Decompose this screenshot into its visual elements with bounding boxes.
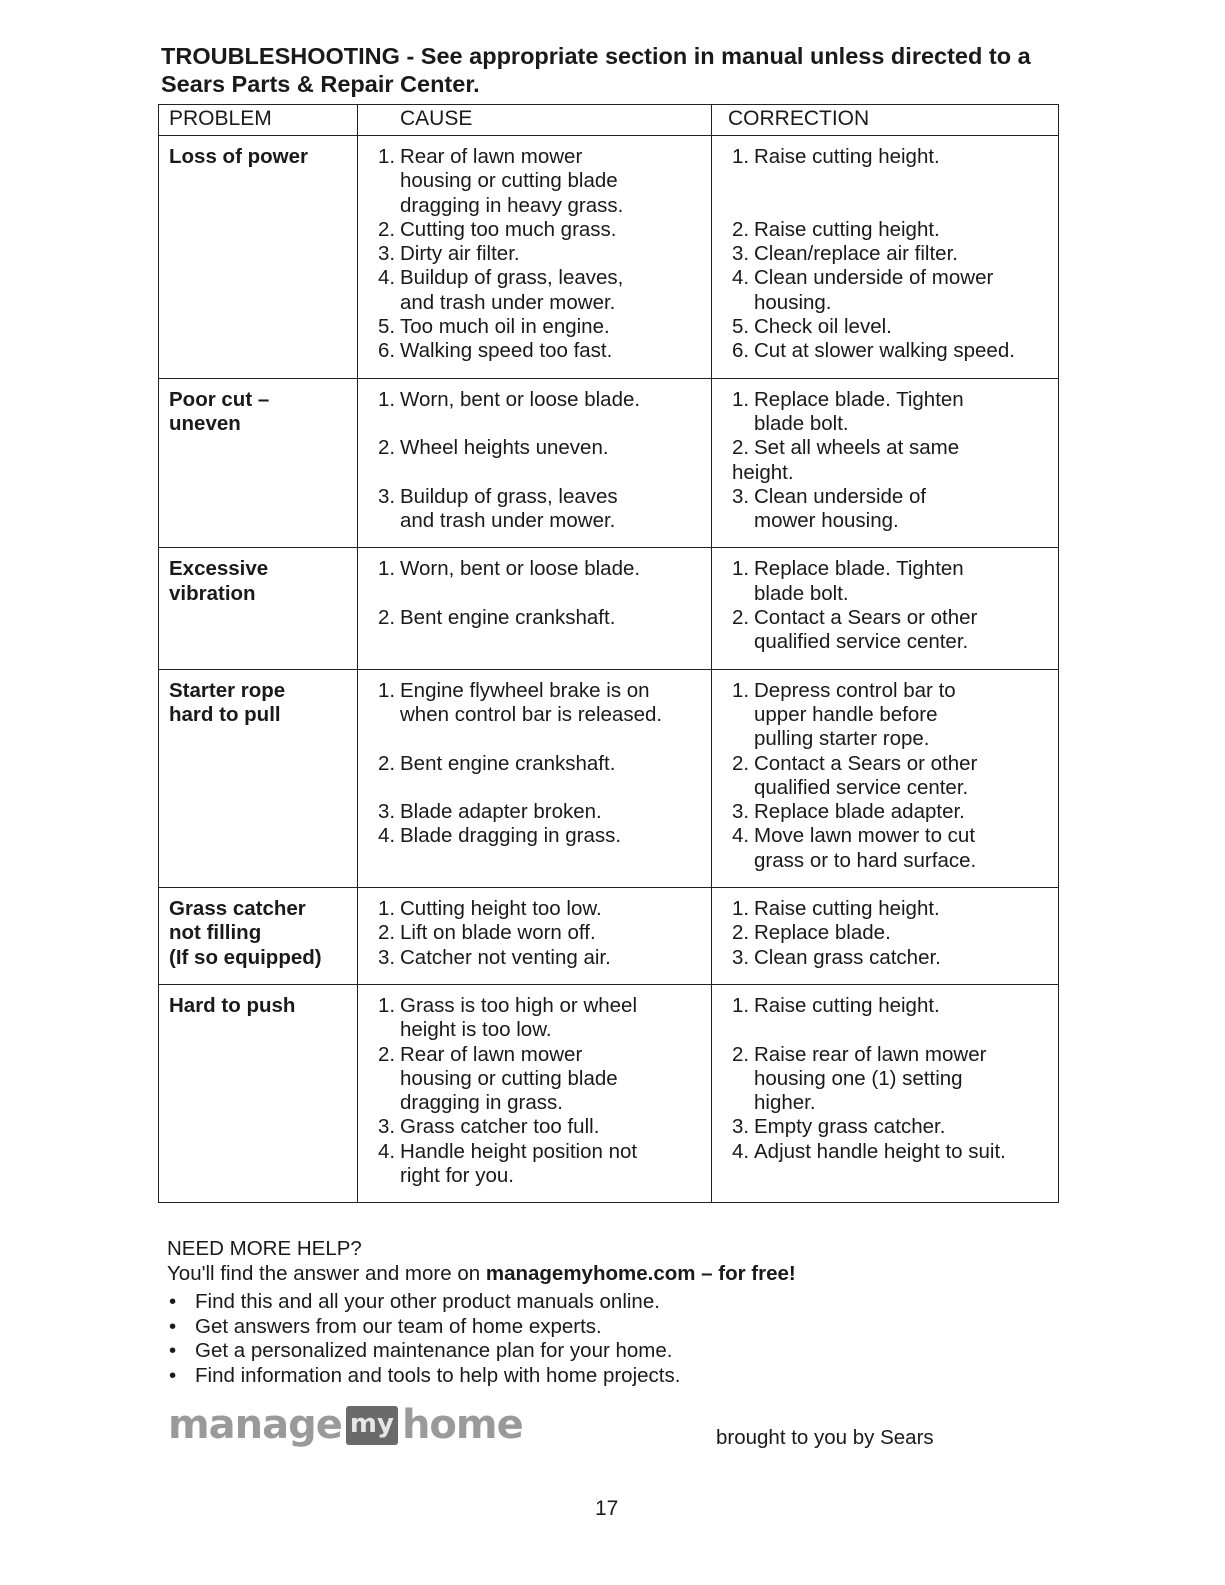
correction-line <box>722 849 1054 873</box>
correction-line <box>722 946 1054 970</box>
list-item <box>167 1339 796 1364</box>
item-text: blade bolt. <box>754 581 849 605</box>
cause-list <box>368 388 707 534</box>
item-text: Worn, bent or loose blade. <box>400 557 641 581</box>
cause-line <box>368 557 707 581</box>
item-number: 2. <box>378 217 396 241</box>
item-number: 3. <box>378 242 396 266</box>
cause-line <box>368 897 707 921</box>
problem-line: Hard to push <box>169 993 296 1017</box>
problem-line: (If so equipped) <box>169 945 322 969</box>
item-number: 1. <box>732 897 750 921</box>
item-number: 3. <box>378 484 396 508</box>
problem-cell <box>159 984 358 1202</box>
item-number: 2. <box>732 436 750 460</box>
bullet-icon: • <box>169 1290 177 1313</box>
blank-line <box>368 412 707 436</box>
item-text: Raise cutting height. <box>754 897 940 921</box>
item-number: 2. <box>378 1042 396 1066</box>
cause-cell <box>358 984 712 1202</box>
list-item <box>167 1364 796 1389</box>
problem-cell <box>159 378 358 548</box>
item-number: 1. <box>378 897 396 921</box>
problem-cell <box>159 548 358 669</box>
correction-line <box>722 509 1054 533</box>
item-text: right for you. <box>400 1163 514 1187</box>
table-row <box>159 378 1059 548</box>
item-text: Empty grass catcher. <box>754 1115 946 1139</box>
correction-line <box>722 897 1054 921</box>
item-text: Raise cutting height. <box>754 993 940 1017</box>
cause-cell <box>358 888 712 985</box>
problem-cell <box>159 888 358 985</box>
item-text: Grass is too high or wheel <box>400 993 638 1017</box>
cause-list <box>368 145 707 364</box>
item-number: 4. <box>378 824 396 848</box>
correction-list <box>722 557 1054 654</box>
cause-line <box>368 291 707 315</box>
problem-line: not filling <box>169 921 262 945</box>
correction-line <box>722 800 1054 824</box>
managemyhome-logo <box>168 1402 523 1448</box>
item-text: Handle height position not <box>400 1139 638 1163</box>
help-intro-text: You'll find the answer and more on <box>167 1261 486 1285</box>
managemyhome-link[interactable]: managemyhome.com – for free! <box>485 1261 796 1285</box>
item-text: higher. <box>754 1091 816 1115</box>
correction-line <box>722 606 1054 630</box>
table-row <box>159 888 1059 985</box>
cause-line <box>368 242 707 266</box>
page-title: TROUBLESHOOTING - See appropriate section in manual unless directed to a Sears Parts & Repair Center. <box>161 43 1031 97</box>
item-text: Raise rear of lawn mower <box>754 1042 987 1066</box>
correction-list <box>722 897 1054 970</box>
cause-line <box>368 994 707 1018</box>
correction-line <box>722 145 1054 169</box>
item-text: Dirty air filter. <box>400 242 520 266</box>
correction-line <box>722 485 1054 509</box>
item-text: Move lawn mower to cut <box>754 824 976 848</box>
item-text: grass or to hard surface. <box>754 848 977 872</box>
table-body <box>159 136 1059 1203</box>
cause-list <box>368 679 707 849</box>
cause-list <box>368 557 707 630</box>
correction-line <box>722 752 1054 776</box>
item-text: dragging in heavy grass. <box>400 193 624 217</box>
table-row <box>159 669 1059 887</box>
item-number: 2. <box>732 921 750 945</box>
item-text: housing. <box>754 290 832 314</box>
list-item <box>167 1290 796 1315</box>
item-number: 4. <box>732 824 750 848</box>
cause-line <box>368 339 707 363</box>
item-number: 3. <box>732 800 750 824</box>
item-number: 1. <box>378 678 396 702</box>
need-more-help-section <box>167 1237 796 1388</box>
item-text: Raise cutting height. <box>754 217 940 241</box>
item-text: Contact a Sears or other <box>754 606 978 630</box>
header-cause: CAUSE <box>358 105 712 136</box>
header-problem: PROBLEM <box>159 105 358 136</box>
cause-line <box>368 1164 707 1188</box>
list-item <box>167 1315 796 1340</box>
item-number: 1. <box>378 993 396 1017</box>
item-text: when control bar is released. <box>400 702 663 726</box>
bullet-text: Find this and all your other product manuals online. <box>195 1290 660 1313</box>
cause-line <box>368 485 707 509</box>
cause-cell <box>358 136 712 379</box>
cause-line <box>368 1043 707 1067</box>
problem-line: Starter rope <box>169 678 286 702</box>
bullet-icon: • <box>169 1363 177 1387</box>
table-row <box>159 136 1059 379</box>
item-number: 2. <box>732 606 750 630</box>
problem-cell <box>159 136 358 379</box>
item-text: qualified service center. <box>754 630 969 654</box>
blank-line <box>722 1018 1054 1042</box>
header-correction: CORRECTION <box>712 105 1059 136</box>
item-number: 4. <box>732 1139 750 1163</box>
blank-line <box>722 169 1054 193</box>
problem-cell <box>159 669 358 887</box>
correction-line <box>722 1043 1054 1067</box>
bullet-icon: • <box>169 1314 177 1338</box>
problem-line: Poor cut – <box>169 387 270 411</box>
correction-line <box>722 388 1054 412</box>
item-number: 3. <box>732 945 750 969</box>
bullet-text: Get a personalized maintenance plan for your home. <box>195 1339 673 1362</box>
logo-manage: manage <box>168 1402 342 1448</box>
item-text: and trash under mower. <box>400 509 616 533</box>
cause-list <box>368 994 707 1188</box>
item-number: 3. <box>732 484 750 508</box>
cause-line <box>368 752 707 776</box>
item-number: 6. <box>732 339 750 363</box>
item-text: Bent engine crankshaft. <box>400 606 616 630</box>
item-text: pulling starter rope. <box>754 727 930 751</box>
item-number: 4. <box>378 266 396 290</box>
item-number: 3. <box>732 1115 750 1139</box>
item-text: Buildup of grass, leaves, <box>400 266 624 290</box>
blank-line <box>368 582 707 606</box>
correction-line <box>722 266 1054 290</box>
item-number: 2. <box>732 217 750 241</box>
help-heading: NEED MORE HELP? <box>167 1237 362 1260</box>
item-number: 1. <box>732 145 750 168</box>
cause-line <box>368 169 707 193</box>
item-text: Check oil level. <box>754 315 892 339</box>
correction-line <box>722 339 1054 363</box>
help-intro <box>167 1262 796 1287</box>
bullet-text: Find information and tools to help with home projects. <box>195 1363 681 1387</box>
blank-line <box>368 727 707 751</box>
item-text: Depress control bar to <box>754 678 956 702</box>
item-text: Too much oil in engine. <box>400 315 610 339</box>
item-text: Worn, bent or loose blade. <box>400 387 641 411</box>
cause-line <box>368 145 707 169</box>
problem-line: Excessive <box>169 557 269 581</box>
brought-by-sears: brought to you by Sears <box>716 1426 934 1449</box>
item-text: Grass catcher too full. <box>400 1115 600 1139</box>
cause-cell <box>358 669 712 887</box>
cause-line <box>368 509 707 533</box>
correction-line <box>722 1115 1054 1139</box>
item-text: Replace blade. Tighten <box>754 557 964 581</box>
cause-line <box>368 1091 707 1115</box>
item-text: Cut at slower walking speed. <box>754 339 1015 363</box>
correction-cell <box>712 548 1059 669</box>
item-text: Rear of lawn mower <box>400 145 583 168</box>
correction-line <box>722 242 1054 266</box>
item-text: dragging in grass. <box>400 1091 563 1115</box>
help-bullet-list <box>167 1290 796 1388</box>
troubleshooting-table <box>158 104 1059 1203</box>
correction-line <box>722 436 1054 460</box>
item-number: 2. <box>732 751 750 775</box>
problem-line: hard to pull <box>169 702 281 726</box>
cause-line <box>368 315 707 339</box>
logo-my-badge: my <box>346 1406 398 1445</box>
item-text: height is too low. <box>400 1018 552 1042</box>
item-number: 2. <box>378 436 396 460</box>
item-text: Blade dragging in grass. <box>400 824 622 848</box>
correction-line <box>722 582 1054 606</box>
correction-list <box>722 994 1054 1164</box>
item-number: 2. <box>378 606 396 630</box>
correction-line <box>722 776 1054 800</box>
cause-line <box>368 824 707 848</box>
cause-line <box>368 1140 707 1164</box>
item-text: housing or cutting blade <box>400 1066 618 1090</box>
cause-line <box>368 194 707 218</box>
correction-line <box>722 1067 1054 1091</box>
item-text: Cutting height too low. <box>400 897 602 921</box>
logo-home: home <box>401 1402 523 1448</box>
cause-line <box>368 1067 707 1091</box>
item-text: Raise cutting height. <box>754 145 940 168</box>
correction-cell <box>712 984 1059 1202</box>
problem-line: vibration <box>169 581 256 605</box>
blank-line <box>368 776 707 800</box>
blank-line <box>722 194 1054 218</box>
correction-line <box>722 1091 1054 1115</box>
correction-line <box>722 412 1054 436</box>
cause-line <box>368 1018 707 1042</box>
correction-line <box>722 824 1054 848</box>
item-number: 1. <box>732 557 750 581</box>
correction-cell <box>712 669 1059 887</box>
cause-list <box>368 897 707 970</box>
cause-cell <box>358 548 712 669</box>
item-text: qualified service center. <box>754 775 969 799</box>
blank-line <box>368 461 707 485</box>
cause-line <box>368 436 707 460</box>
item-text: housing or cutting blade <box>400 169 618 193</box>
table-row <box>159 548 1059 669</box>
correction-line: height. <box>732 460 794 484</box>
bullet-icon: • <box>169 1339 177 1362</box>
item-text: Rear of lawn mower <box>400 1042 583 1066</box>
cause-line <box>368 921 707 945</box>
item-text: Blade adapter broken. <box>400 800 602 824</box>
correction-list <box>722 145 1054 364</box>
correction-line <box>722 630 1054 654</box>
cause-line <box>368 679 707 703</box>
correction-line <box>722 315 1054 339</box>
problem-line: uneven <box>169 411 241 435</box>
correction-line <box>722 679 1054 703</box>
correction-list <box>722 679 1054 873</box>
correction-line <box>722 557 1054 581</box>
correction-list <box>722 388 1054 534</box>
item-text: Lift on blade worn off. <box>400 921 596 945</box>
cause-line <box>368 800 707 824</box>
item-number: 3. <box>378 1115 396 1139</box>
item-number: 3. <box>732 242 750 266</box>
item-text: Cutting too much grass. <box>400 217 617 241</box>
cause-cell <box>358 378 712 548</box>
item-text: blade bolt. <box>754 411 849 435</box>
item-text: Contact a Sears or other <box>754 751 978 775</box>
item-text: Replace blade. Tighten <box>754 387 964 411</box>
item-number: 2. <box>378 751 396 775</box>
cause-line <box>368 266 707 290</box>
item-text: Clean/replace air filter. <box>754 242 958 266</box>
item-number: 1. <box>378 557 396 581</box>
item-text: Wheel heights uneven. <box>400 436 609 460</box>
item-text: Buildup of grass, leaves <box>400 484 618 508</box>
item-number: 2. <box>732 1042 750 1066</box>
item-number: 1. <box>378 387 396 411</box>
item-number: 1. <box>732 993 750 1017</box>
correction-cell <box>712 136 1059 379</box>
item-number: 3. <box>378 800 396 824</box>
correction-line <box>722 291 1054 315</box>
table-header-row <box>159 105 1059 136</box>
cause-line <box>368 606 707 630</box>
item-text: Adjust handle height to suit. <box>754 1139 1006 1163</box>
item-number: 6. <box>378 339 396 363</box>
correction-line <box>722 1140 1054 1164</box>
correction-line <box>722 703 1054 727</box>
item-text: upper handle before <box>754 702 938 726</box>
item-number: 5. <box>732 315 750 339</box>
correction-cell <box>712 888 1059 985</box>
item-text: Engine flywheel brake is on <box>400 678 650 702</box>
item-text: Clean underside of <box>754 484 927 508</box>
item-number: 4. <box>378 1139 396 1163</box>
item-text: Replace blade adapter. <box>754 800 965 824</box>
cause-line <box>368 218 707 242</box>
problem-line: Loss of power <box>169 145 308 168</box>
item-text: Walking speed too fast. <box>400 339 613 363</box>
problem-line: Grass catcher <box>169 897 306 921</box>
cause-line <box>368 1115 707 1139</box>
item-number: 3. <box>378 945 396 969</box>
item-text: mower housing. <box>754 509 899 533</box>
item-number: 5. <box>378 315 396 339</box>
correction-line <box>722 727 1054 751</box>
item-number: 2. <box>378 921 396 945</box>
item-text: housing one (1) setting <box>754 1066 963 1090</box>
item-text: Clean grass catcher. <box>754 945 941 969</box>
item-number: 1. <box>732 678 750 702</box>
correction-cell <box>712 378 1059 548</box>
item-text: Replace blade. <box>754 921 891 945</box>
item-text: and trash under mower. <box>400 290 616 314</box>
item-number: 1. <box>732 387 750 411</box>
bullet-text: Get answers from our team of home experts. <box>195 1314 602 1338</box>
item-number: 4. <box>732 266 750 290</box>
cause-line <box>368 388 707 412</box>
cause-line <box>368 946 707 970</box>
cause-line <box>368 703 707 727</box>
correction-line <box>722 218 1054 242</box>
correction-line <box>722 994 1054 1018</box>
page-number: 17 <box>595 1497 619 1520</box>
item-text: Catcher not venting air. <box>400 945 611 969</box>
correction-line <box>722 921 1054 945</box>
item-text: Clean underside of mower <box>754 266 994 290</box>
table-row <box>159 984 1059 1202</box>
item-text: Set all wheels at same <box>754 436 960 460</box>
item-number: 1. <box>378 145 396 168</box>
item-text: Bent engine crankshaft. <box>400 751 616 775</box>
